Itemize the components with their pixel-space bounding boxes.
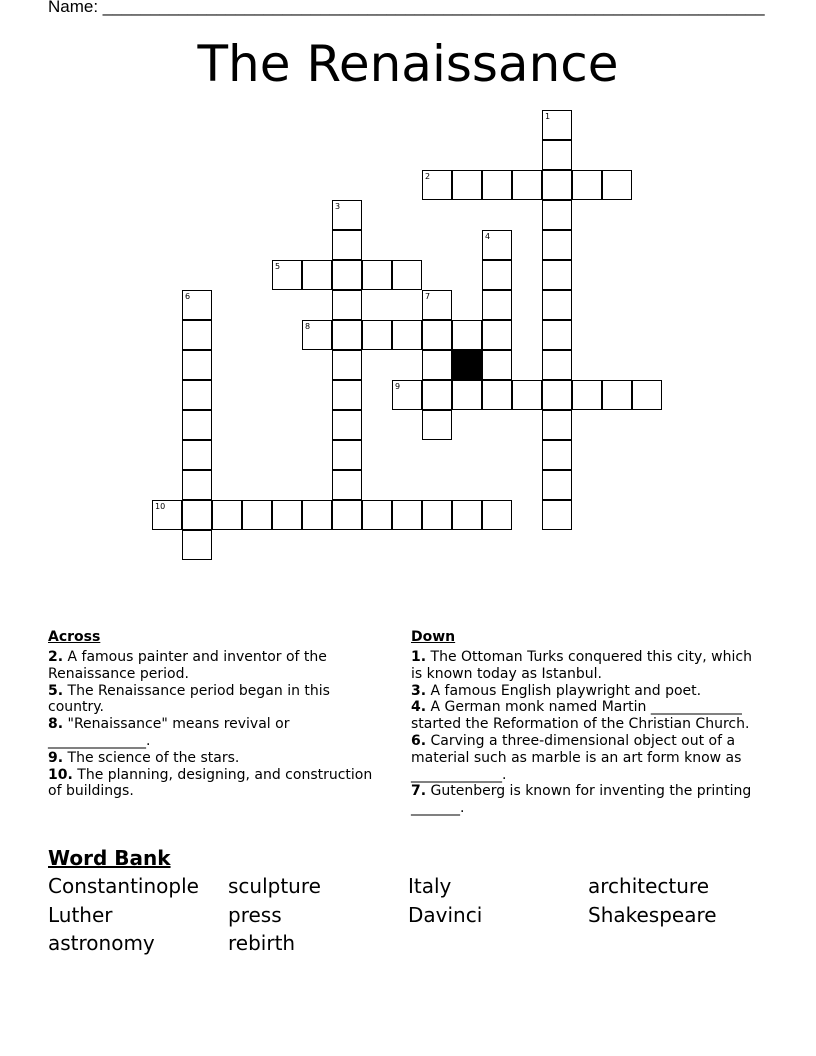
clue-text: Carving a three-dimensional object out of a material such as marble is an art form know as _____________. [411,732,742,783]
clue-number: 3 [335,202,341,211]
clue-number-label: 1. [411,649,427,665]
grid-cell[interactable] [542,380,572,410]
grid-cell[interactable] [272,500,302,530]
grid-cell[interactable] [482,230,512,260]
grid-cell[interactable] [542,290,572,320]
clue [411,699,766,733]
page-title: The Renaissance [197,35,619,93]
grid-cell[interactable] [362,260,392,290]
grid-cell[interactable] [302,500,332,530]
clue-number: 5 [275,262,281,271]
grid-cell[interactable] [422,380,452,410]
clue [411,783,766,817]
grid-cell[interactable] [482,170,512,200]
grid-cell[interactable] [542,440,572,470]
clue-number-label: 7. [411,783,427,800]
grid-cell[interactable] [392,500,422,530]
grid-cell[interactable] [422,290,452,320]
grid-cell[interactable] [542,350,572,380]
word-bank [48,844,788,962]
word-bank-heading: Word Bank [48,846,171,870]
clue [48,716,378,750]
black-square [452,350,482,380]
grid-cell[interactable] [182,380,212,410]
grid-cell[interactable] [602,380,632,410]
grid-cell[interactable] [392,260,422,290]
clue-number-label: 2. [48,649,64,665]
clue-number-label: 5. [48,682,64,699]
word-bank-item: sculpture [228,874,321,898]
clue [48,750,378,767]
word-bank-item: rebirth [228,931,296,955]
clue [411,733,766,783]
grid-cell[interactable] [152,500,182,530]
clue-text: The science of the stars. [63,749,240,766]
grid-cell[interactable] [542,110,572,140]
grid-cell[interactable] [332,440,362,470]
clue [48,649,378,683]
grid-cell[interactable] [542,230,572,260]
across-clues [48,629,378,800]
clue [411,683,766,700]
grid-cell[interactable] [452,500,482,530]
clue-text: A German monk named Martin _____________ started the Reformation of the Christian Church. [411,699,750,733]
word-bank-item: Luther [48,902,113,927]
grid-cell[interactable] [332,260,362,290]
grid-cell[interactable] [212,500,242,530]
grid-cell[interactable] [332,230,362,260]
clue-text: The Ottoman Turks conquered this city, which is known today as Istanbul. [411,649,752,682]
word-bank-item: Shakespeare [588,902,717,927]
clue-number: 6 [185,292,191,301]
grid-cell[interactable] [422,410,452,440]
grid-cell[interactable] [392,380,422,410]
grid-cell[interactable] [392,320,422,350]
grid-cell[interactable] [182,320,212,350]
word-bank-item: astronomy [48,931,155,955]
clue-number-label: 4. [411,699,427,716]
grid-cell[interactable] [542,470,572,500]
clue-number: 9 [395,382,401,391]
clue [48,683,378,717]
grid-cell[interactable] [272,260,302,290]
grid-cell[interactable] [542,410,572,440]
word-bank-item: Italy [408,874,452,898]
grid-cell[interactable] [242,500,272,530]
grid-cell[interactable] [332,380,362,410]
across-heading: Across [48,629,101,645]
clue-number-label: 8. [48,716,64,733]
clue-number: 4 [485,232,491,241]
clue [411,649,766,683]
clue-text: "Renaissance" means revival or ______________. [48,716,290,749]
grid-cell[interactable] [512,380,542,410]
grid-cell[interactable] [182,440,212,470]
grid-cell[interactable] [362,500,392,530]
grid-cell[interactable] [482,380,512,410]
grid-cell[interactable] [332,200,362,230]
word-bank-item: architecture [588,874,710,898]
grid-cell[interactable] [512,170,542,200]
grid-cell[interactable] [332,320,362,350]
grid-cell[interactable] [632,380,662,410]
clue-number-label: 9. [48,749,64,766]
word-bank-item: Constantinople [48,874,199,898]
grid-cell[interactable] [332,410,362,440]
clue-number-label: 3. [411,682,427,699]
clue-text: Gutenberg is known for inventing the printing _______. [411,783,752,817]
grid-cell[interactable] [452,170,482,200]
grid-cell[interactable] [182,530,212,560]
word-bank-item: press [228,902,282,927]
word-bank-item: Davinci [408,902,483,927]
clue-number: 8 [305,322,311,331]
grid-cell[interactable] [452,380,482,410]
clue-text: A famous painter and inventor of the Renaissance period. [48,649,327,682]
grid-cell[interactable] [422,350,452,380]
grid-cell[interactable] [332,470,362,500]
grid-cell[interactable] [332,500,362,530]
clue-number: 2 [425,172,431,181]
clue-number: 10 [155,502,166,511]
grid-cell[interactable] [422,500,452,530]
clue-text: A famous English playwright and poet. [426,682,702,699]
grid-cell[interactable] [182,500,212,530]
down-clue-list [411,649,766,817]
grid-cell[interactable] [332,290,362,320]
grid-cell[interactable] [542,500,572,530]
grid-cell[interactable] [542,260,572,290]
grid-cell[interactable] [332,350,362,380]
grid-cell[interactable] [482,290,512,320]
down-heading: Down [411,629,456,645]
grid-cell[interactable] [362,320,392,350]
grid-cell[interactable] [572,380,602,410]
down-clues [411,629,766,817]
clue-text: The Renaissance period began in this country. [48,682,330,716]
grid-cell[interactable] [602,170,632,200]
grid-cell[interactable] [422,320,452,350]
word-bank-list [48,872,788,962]
grid-cell[interactable] [182,350,212,380]
grid-cell[interactable] [482,500,512,530]
clue-number: 7 [425,292,431,301]
grid-cell[interactable] [182,290,212,320]
grid-cell[interactable] [422,170,452,200]
clue-number-label: 10. [48,766,73,783]
grid-cell[interactable] [542,200,572,230]
grid-cell[interactable] [482,350,512,380]
grid-cell[interactable] [182,410,212,440]
grid-cell[interactable] [182,470,212,500]
grid-cell[interactable] [572,170,602,200]
grid-cell[interactable] [452,320,482,350]
grid-cell[interactable] [302,260,332,290]
clue-number: 1 [545,112,551,121]
clue-number-label: 6. [411,732,427,749]
grid-cell[interactable] [542,140,572,170]
across-clue-list [48,649,378,800]
name-line[interactable]: Name: ______________________________________________________________________ [48,0,765,16]
clue-text: The planning, designing, and construction of buildings. [48,766,373,800]
grid-cell[interactable] [482,320,512,350]
grid-cell[interactable] [542,170,572,200]
grid-cell[interactable] [482,260,512,290]
grid-cell[interactable] [302,320,332,350]
grid-cell[interactable] [542,320,572,350]
clue [48,767,378,801]
